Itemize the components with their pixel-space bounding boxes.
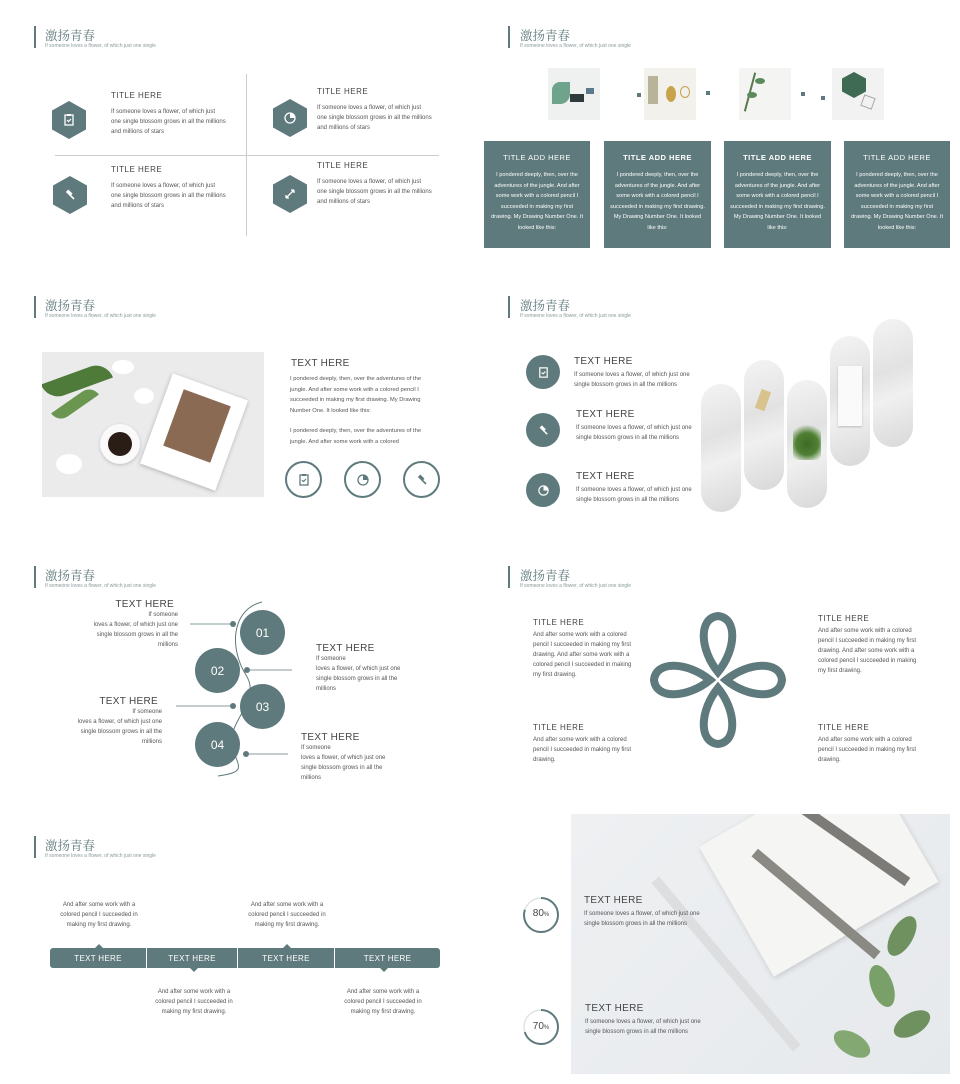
header-bar (508, 26, 510, 48)
slide-5 (0, 540, 470, 802)
expand-icon (273, 175, 307, 213)
item-body: If someone loves a flower, of which just one single blossom grows in all the millions (574, 372, 690, 388)
clipboard-icon (52, 101, 86, 139)
text-line: millions (316, 686, 337, 692)
text-line: millions (141, 739, 162, 745)
horizontal-divider (55, 155, 439, 156)
slide-6 (480, 540, 950, 802)
photo-pill-card (830, 336, 870, 466)
step-circle: 03 (240, 684, 285, 729)
timeline-step-4: TEXT HERE (335, 948, 440, 968)
step-circle: 04 (195, 722, 240, 767)
slide-title: 激扬青春 (520, 28, 571, 43)
percent-value: 80 (532, 908, 544, 919)
photo-hexagon-planter (832, 68, 884, 120)
header-bar (34, 296, 36, 318)
bottom-text: And after some work with a colored pencil I succeeded in making my first drawing. (344, 989, 422, 1015)
slide-subtitle: If someone loves a flower, of which just one single (45, 313, 156, 319)
item-title: TITLE HERE (111, 165, 163, 174)
item-body: And after some work with a colored pencil I succeeded in making my first drawing. (818, 737, 917, 763)
step-circle: 02 (195, 648, 240, 693)
header-bar (508, 566, 510, 588)
step-circle: 01 (240, 610, 285, 655)
pie-chart-icon (526, 473, 560, 507)
text-title: TEXT HERE (115, 599, 174, 610)
gavel-icon (53, 176, 87, 214)
slide-4 (480, 270, 950, 532)
text-block (316, 643, 446, 694)
text-block (60, 599, 178, 650)
slide-title: 激扬青春 (45, 568, 96, 583)
item-body: If someone loves a flower, of which just one single blossom grows in all the millions and millions of stars (111, 109, 226, 135)
pie-chart-icon (273, 99, 307, 137)
gavel-icon (526, 413, 560, 447)
dot-connector (637, 93, 641, 97)
slide-7 (0, 810, 470, 1080)
text-line: single blossom grows in all the (316, 676, 398, 682)
photo-pill-pencil (744, 360, 784, 490)
slide-subtitle: If someone loves a flower, of which just one single (520, 583, 631, 589)
bottom-text: And after some work with a colored pencil I succeeded in making my first drawing. (155, 989, 233, 1015)
box-body: I pondered deeply, then, over the adventures of the jungle. And after some work with a colored pencil I succeeded in making my first drawing. My Drawing Number One. It looked like this: (490, 172, 584, 231)
text-line: single blossom grows in all the (301, 765, 383, 771)
header-bar (34, 836, 36, 858)
text-line: loves a flower, of which just one (93, 622, 178, 628)
text-block (44, 696, 162, 747)
slide-title: 激扬青春 (520, 298, 571, 313)
item-title: TITLE HERE (818, 723, 870, 732)
text-title: TEXT HERE (301, 732, 360, 743)
slide-8 (480, 810, 950, 1080)
slide-subtitle: If someone loves a flower, of which just one single (520, 313, 631, 319)
dot-connector (801, 92, 805, 96)
photo-desk-items (548, 68, 600, 120)
pie-chart-icon (344, 461, 381, 498)
text-line: single blossom grows in all the (96, 632, 178, 638)
paragraph-2: I pondered deeply, then, over the adventures of the jungle. And after some work with a colored (290, 428, 422, 445)
text-title: TEXT HERE (99, 696, 158, 707)
item-title: TEXT HERE (584, 895, 643, 906)
item-body: If someone loves a flower, of which just one single blossom grows in all the millions and millions of stars (111, 183, 226, 209)
clipboard-icon (285, 461, 322, 498)
info-box (484, 141, 590, 248)
slide-subtitle: If someone loves a flower, of which just one single (45, 583, 156, 589)
header-bar (34, 26, 36, 48)
item-body: And after some work with a colored pencil I succeeded in making my first drawing. And after some work with a colored pencil I succeeded in making my first drawing. (533, 632, 632, 678)
top-text: And after some work with a colored pencil I succeeded in making my first drawing. (248, 902, 326, 928)
item-title: TITLE HERE (317, 87, 369, 96)
photo-pill-marble-2 (873, 319, 913, 447)
clover-diagram (648, 610, 788, 750)
slide-subtitle: If someone loves a flower, of which just one single (45, 853, 156, 859)
box-body: I pondered deeply, then, over the adventures of the jungle. And after some work with a colored pencil I succeeded in making my first drawing. My Drawing Number One. It looked like this: (610, 172, 705, 231)
dot-connector (821, 96, 825, 100)
photo-plant-branch (739, 68, 791, 120)
slide-subtitle: If someone loves a flower, of which just one single (520, 43, 631, 49)
text-line: loves a flower, of which just one (77, 719, 162, 725)
slide-title: 激扬青春 (45, 838, 96, 853)
photo-pineapple (644, 68, 696, 120)
info-box (844, 141, 950, 248)
item-body: If someone loves a flower, of which just one single blossom grows in all the millions (584, 911, 700, 927)
percent-label: 80% (532, 908, 550, 919)
item-body: If someone loves a flower, of which just one single blossom grows in all the millions (576, 425, 692, 441)
paragraph-1: I pondered deeply, then, over the adventures of the jungle. And after some work with a colored pencil I succeeded in making my first drawing. My Drawing Number One. It looked like this: (290, 376, 422, 414)
box-title: TITLE ADD HERE (863, 153, 931, 162)
item-title: TITLE HERE (111, 91, 163, 100)
slide-subtitle: If someone loves a flower, of which just one single (45, 43, 156, 49)
text-title: TEXT HERE (316, 643, 375, 654)
top-text: And after some work with a colored pencil I succeeded in making my first drawing. (60, 902, 138, 928)
item-title: TITLE HERE (533, 723, 585, 732)
item-title: TITLE HERE (317, 161, 369, 170)
pointer-up (95, 944, 103, 948)
timeline-step-2: TEXT HERE (147, 948, 237, 968)
item-body: If someone loves a flower, of which just one single blossom grows in all the millions and millions of stars (317, 105, 432, 131)
photo-pill-marble (701, 384, 741, 512)
item-body: If someone loves a flower, of which just one single blossom grows in all the millions (576, 487, 692, 503)
text-line: millions (157, 642, 178, 648)
pointer-down (380, 968, 388, 972)
item-title: TITLE HERE (818, 614, 870, 623)
slide-3 (0, 270, 470, 532)
slide-title: 激扬青春 (45, 28, 96, 43)
text-line: single blossom grows in all the (80, 729, 162, 735)
info-box (604, 141, 711, 248)
slide-title: 激扬青春 (520, 568, 571, 583)
item-title: TEXT HERE (576, 471, 635, 482)
pointer-down (190, 968, 198, 972)
item-title: TEXT HERE (576, 409, 635, 420)
text-line: If someone (132, 709, 162, 715)
clipboard-icon (526, 355, 560, 389)
percent-value: 70 (532, 1021, 544, 1032)
box-title: TITLE ADD HERE (503, 153, 571, 162)
pointer-up (283, 944, 291, 948)
gavel-icon (403, 461, 440, 498)
slide-1 (0, 0, 470, 262)
text-line: millions (301, 775, 322, 781)
item-body: If someone loves a flower, of which just one single blossom grows in all the millions and millions of stars (317, 179, 432, 205)
text-line: If someone (316, 656, 346, 662)
photo-pill-plant (787, 380, 827, 508)
photo-coffee-magazine (42, 352, 264, 497)
slide-2 (480, 0, 950, 262)
item-title: TITLE HERE (533, 618, 585, 627)
item-title: TEXT HERE (574, 356, 633, 367)
item-body: If someone loves a flower, of which just one single blossom grows in all the millions (585, 1019, 701, 1035)
dot-connector (706, 91, 710, 95)
percent-label: 70% (532, 1021, 550, 1032)
slide-title: 激扬青春 (45, 298, 96, 313)
item-body: And after some work with a colored pencil I succeeded in making my first drawing. (533, 737, 632, 763)
text-line: If someone (301, 745, 331, 751)
item-title: TEXT HERE (585, 1003, 644, 1014)
timeline-step-1: TEXT HERE (50, 948, 146, 968)
item-body: And after some work with a colored pencil I succeeded in making my first drawing. And after some work with a colored pencil I succeeded in making my first drawing. (818, 628, 917, 674)
box-title: TITLE ADD HERE (743, 153, 812, 162)
section-title: TEXT HERE (291, 358, 350, 369)
header-bar (508, 296, 510, 318)
timeline-step-3: TEXT HERE (238, 948, 334, 968)
info-box (724, 141, 831, 248)
text-block (301, 732, 431, 783)
box-title: TITLE ADD HERE (623, 153, 692, 162)
box-body: I pondered deeply, then, over the adventures of the jungle. And after some work with a colored pencil I succeeded in making my first drawing. My Drawing Number One. It looked like this: (730, 172, 825, 231)
text-line: loves a flower, of which just one (316, 666, 401, 672)
text-line: loves a flower, of which just one (301, 755, 386, 761)
box-body: I pondered deeply, then, over the adventures of the jungle. And after some work with a colored pencil I succeeded in making my first drawing. My Drawing Number One. It looked like this: (850, 172, 944, 231)
text-line: If someone (148, 612, 178, 618)
